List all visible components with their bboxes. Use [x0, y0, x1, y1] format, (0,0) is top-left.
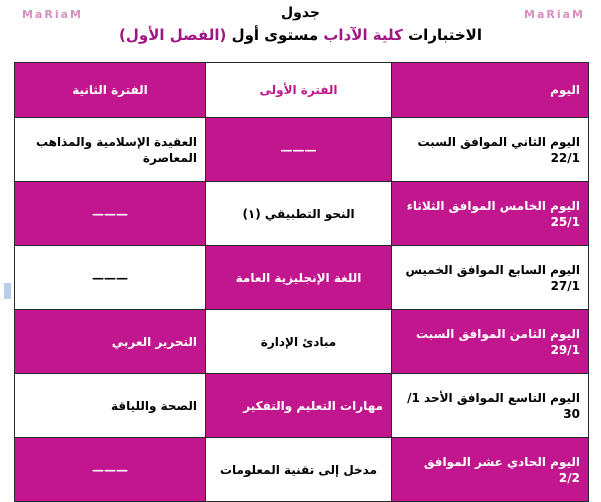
table-row	[15, 310, 589, 374]
cell-period-1: مهارات التعليم والتفكير	[206, 374, 392, 438]
cell-period-1: مبادئ الإدارة	[206, 310, 392, 374]
side-marker	[4, 283, 11, 299]
cell-period-1: ———	[206, 118, 392, 182]
cell-day: اليوم الخامس الموافق الثلاثاء 25/1	[392, 182, 589, 246]
cell-period-2: ———	[15, 246, 206, 310]
cell-period-2: ———	[15, 438, 206, 502]
cell-day: اليوم الثاني الموافق السبت 22/1	[392, 118, 589, 182]
cell-day: اليوم التاسع الموافق الأحد 1/ 30	[392, 374, 589, 438]
page-title	[0, 2, 601, 46]
title-line-2	[0, 24, 601, 46]
header-period-1: الفترة الأولى	[206, 63, 392, 118]
table-header-row	[15, 63, 589, 118]
logo-left: MaRiaM	[22, 8, 83, 21]
table-row	[15, 246, 589, 310]
title-faculty: كلية الآداب	[323, 26, 403, 44]
header-period-2: الفترة الثانية	[15, 63, 206, 118]
cell-period-2: العقيدة الإسلامية والمذاهب المعاصرة	[15, 118, 206, 182]
table-row	[15, 118, 589, 182]
cell-period-2: التحرير العربي	[15, 310, 206, 374]
title-level: مستوى أول	[231, 26, 319, 44]
cell-period-2: الصحة واللياقة	[15, 374, 206, 438]
title-semester: (الفصل الأول)	[119, 26, 227, 44]
cell-day: اليوم السابع الموافق الخميس 27/1	[392, 246, 589, 310]
table-row	[15, 438, 589, 502]
cell-day: اليوم الثامن الموافق السبت 29/1	[392, 310, 589, 374]
cell-period-1: النحو التطبيقي (١)	[206, 182, 392, 246]
title-prefix: الاختبارات	[408, 26, 482, 44]
header-day: اليوم	[392, 63, 589, 118]
cell-period-1: اللغة الإنجليزية العامة	[206, 246, 392, 310]
logo-right: MaRiaM	[524, 8, 585, 21]
exam-schedule-table	[14, 62, 589, 502]
table-row	[15, 182, 589, 246]
cell-period-2: ———	[15, 182, 206, 246]
title-line-1: جدول	[280, 5, 321, 21]
table-row	[15, 374, 589, 438]
cell-period-1: مدخل إلى تقنية المعلومات	[206, 438, 392, 502]
cell-day: اليوم الحادي عشر الموافق 2/2	[392, 438, 589, 502]
